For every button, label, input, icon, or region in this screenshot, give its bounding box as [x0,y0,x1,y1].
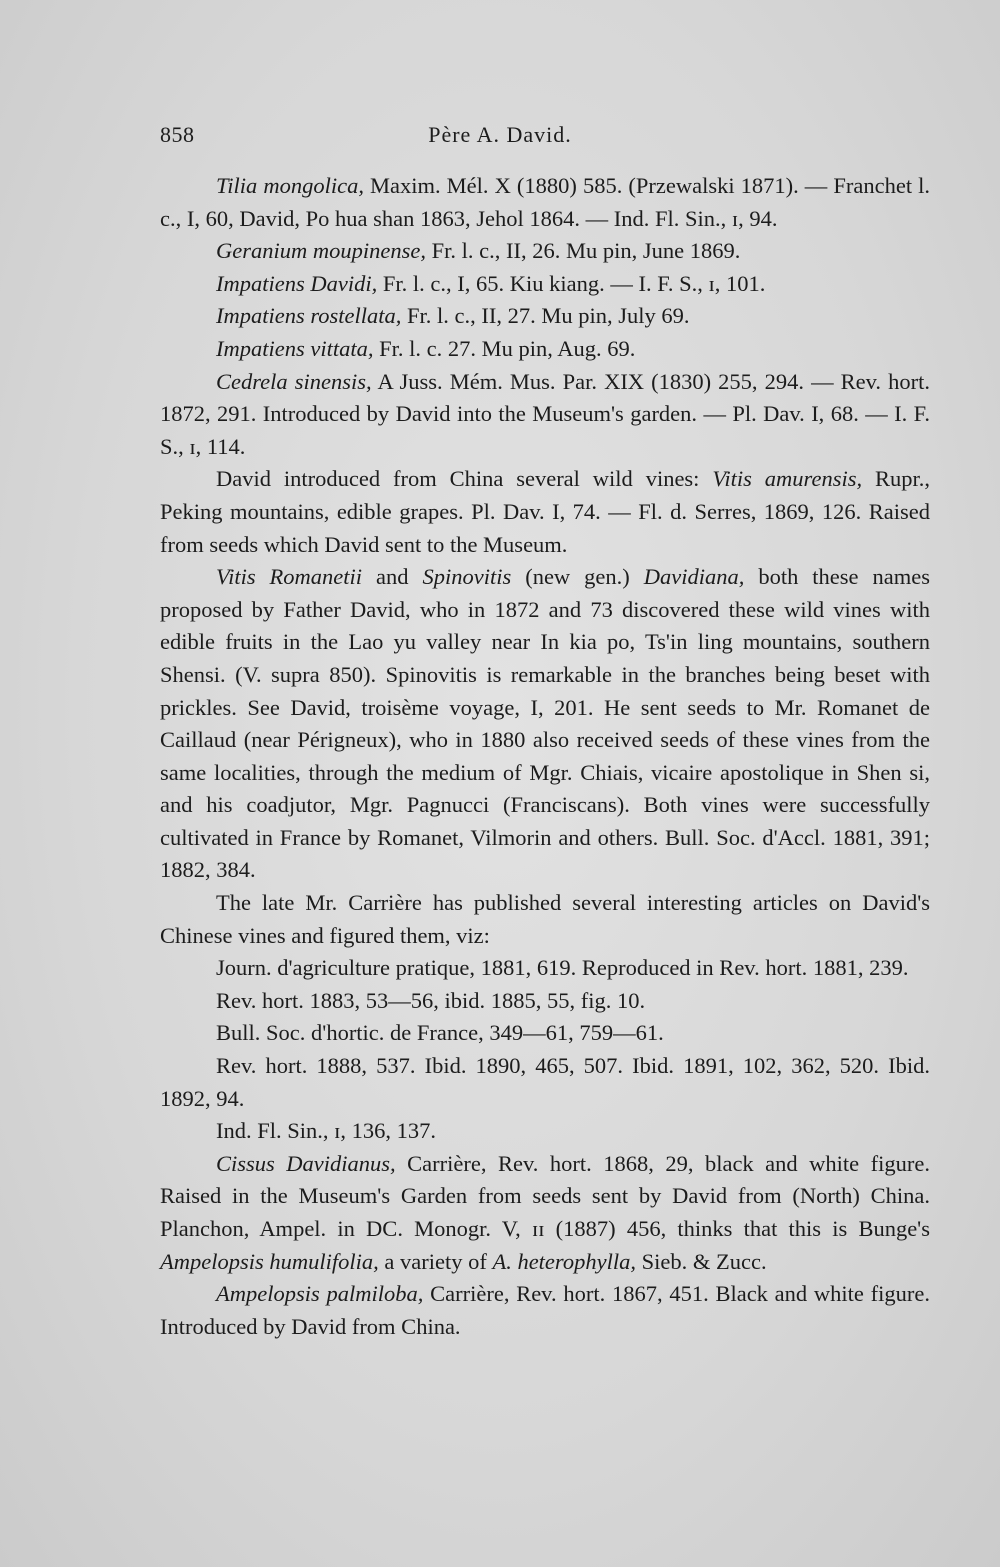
paragraph [160,1148,930,1278]
text-run: Rev. hort. 1883, 53—56, ibid. 1885, 55, fig. 10. [216,987,646,1013]
italic-text: Vitis amurensis, [712,466,863,492]
italic-text: Geranium moupinense, [216,238,426,264]
italic-text: Spinovitis [422,564,512,590]
text-run: Rev. hort. 1888, 537. Ibid. 1890, 465, 507. Ibid. 1891, 102, 362, 520. Ibid. 1892, 94. [160,1053,930,1111]
text-run: Sieb. & Zucc. [635,1248,767,1274]
text-run: David introduced from China several wild vines: [216,466,713,492]
paragraph [160,366,930,464]
paragraph [160,463,930,561]
paragraph [160,268,930,301]
text-run: Bull. Soc. d'hortic. de France, 349—61, 759—61. [216,1020,664,1046]
italic-text: Ampelopsis humulifolia, [160,1248,379,1274]
italic-text: Ampelopsis palmiloba, [216,1281,424,1307]
italic-text: Cissus Davidianus, [216,1150,396,1176]
running-head: Père A. David. [428,122,572,147]
text-run: Journ. d'agriculture pratique, 1881, 619. Reproduced in Rev. hort. 1881, 239. [216,955,909,981]
paragraph [160,1115,930,1148]
text-run: Fr. l. c., II, 27. Mu pin, July 69. [401,303,690,329]
italic-text: Davidiana, [643,564,745,590]
italic-text: Impatiens rostellata, [216,303,402,329]
paragraph [160,561,930,887]
text-run: both these names proposed by Father David, who in 1872 and 73 discovered these wild vines with edible fruits in the Lao yu valley near In kia po, Ts'in ling mountains, southern Shensi. (V. supra 850). Spinovitis is remarkable in the branches being beset with prickles. See David, troisème voyage, I, 201. He sent seeds to Mr. Romanet de Caillaud (near Périgneux), who in 1880 also received seeds of these vines from the same localities, through the medium of Mgr. Chiais, vicaire apostolique in Shen si, and his coadjutor, Mgr. Pagnucci (Franciscans). Both vines were successfully cultivated in France by Romanet, Vilmorin and others. Bull. Soc. d'Accl. 1881, 391; 1882, 384. [160,564,930,883]
text-run: Fr. l. c., I, 65. Kiu kiang. — I. F. S., ɪ, 101. [377,270,766,296]
text-run: Fr. l. c. 27. Mu pin, Aug. 69. [373,335,636,361]
text-run: (new gen.) [511,564,644,590]
paragraph [160,1278,930,1343]
text-run: Carrière, Rev. hort. 1868, 29, black and white figure. Raised in the Museum's Garden from seeds sent by David from (North) China. Planchon, Ampel. in DC. Monogr. V, ɪɪ (1887) 456, thinks that this is Bunge's [160,1150,930,1241]
page-body [160,170,930,1343]
italic-text: Vitis Romanetii [216,564,363,590]
italic-text: Tilia mongolica, [216,173,364,198]
page-number: 858 [160,122,195,147]
paragraph [160,1017,930,1050]
text-run: Rupr., Peking mountains, edible grapes. Pl. Dav. I, 74. — Fl. d. Serres, 1869, 126. Raised from seeds which David sent to the Museum. [160,466,930,557]
text-run: The late Mr. Carrière has published several interesting articles on David's Chinese vines and figured them, viz: [160,890,930,948]
text-run: a variety of [378,1248,493,1274]
italic-text: Impatiens vittata, [216,335,374,361]
paragraph [160,952,930,985]
text-run: and [362,564,423,590]
italic-text: Impatiens Davidi, [216,270,378,296]
paragraph [160,985,930,1018]
paragraph [160,887,930,952]
italic-text: Cedrela sinensis, [216,368,372,394]
text-run: Ind. Fl. Sin., ɪ, 136, 137. [216,1118,437,1144]
paragraph [160,333,930,366]
text-run: A Juss. Mém. Mus. Par. XIX (1830) 255, 294. — Rev. hort. 1872, 291. Introduced by David into the Museum's garden. — Pl. Dav. I, 68. — I. F. S., ɪ, 114. [160,368,930,459]
text-run: Maxim. Mél. X (1880) 585. (Przewalski 1871). — Franchet l. c., I, 60, David, Po hua shan 1863, Jehol 1864. — Ind. Fl. Sin., ɪ, 94. [160,173,931,231]
text-run: Fr. l. c., II, 26. Mu pin, June 1869. [425,238,741,264]
text-run: Carrière, Rev. hort. 1867, 451. Black and white figure. Introduced by David from China. [160,1281,930,1339]
paragraph [160,235,930,268]
paragraph [160,1050,930,1115]
italic-text: A. heterophylla, [492,1248,636,1274]
paragraph [160,170,930,235]
paragraph [160,300,930,333]
